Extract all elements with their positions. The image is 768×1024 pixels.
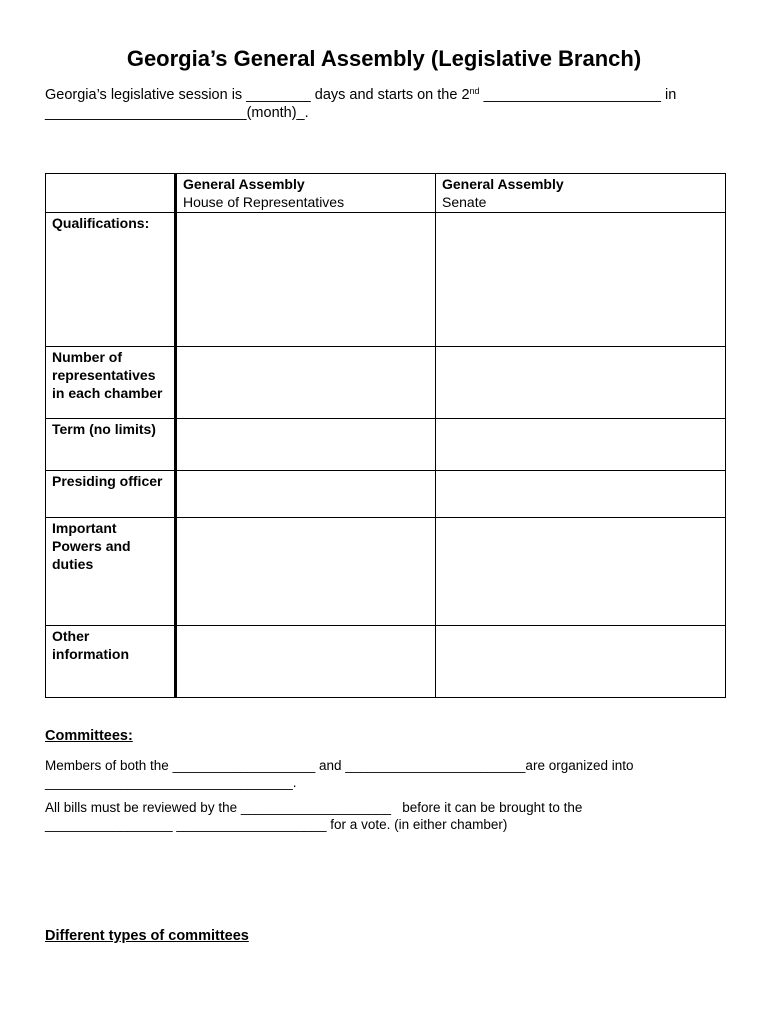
- row-label-qualifications: Qualifications:: [46, 213, 176, 347]
- house-header-title: General Assembly: [183, 176, 305, 192]
- table-header-row: [46, 174, 726, 213]
- row-label-presiding: Presiding officer: [46, 471, 176, 518]
- members-line-2: _________________________________.: [45, 775, 297, 790]
- page-title: Georgia’s General Assembly (Legislative Branch): [126, 46, 642, 71]
- committee-types-heading: Different types of committees: [45, 928, 249, 944]
- row-label-number: Number of representatives in each chamber: [46, 347, 176, 419]
- row-label-powers: Important Powers and duties: [46, 518, 176, 626]
- senate-column-header: [436, 174, 726, 213]
- intro-text-2: ______________________ in: [479, 87, 677, 103]
- table-row: [46, 347, 726, 419]
- committees-members-paragraph: [45, 757, 735, 791]
- senate-cell-powers[interactable]: [436, 518, 726, 626]
- table-row: [46, 213, 726, 347]
- house-header-subtitle: House of Representatives: [183, 194, 345, 210]
- comparison-table: [45, 173, 726, 698]
- row-label-other: Other information: [46, 626, 176, 698]
- senate-header-title: General Assembly: [442, 176, 564, 192]
- bills-line-2: _________________ ____________________ for a vote. (in either chamber): [45, 817, 508, 832]
- house-column-header: [176, 174, 436, 213]
- intro-text-1: Georgia’s legislative session is ________ days and starts on the 2: [45, 87, 470, 103]
- bills-line-1: All bills must be reviewed by the ____________________ before it can be brought to the: [45, 800, 583, 815]
- intro-paragraph: [45, 86, 725, 122]
- table-row: [46, 518, 726, 626]
- senate-header-subtitle: Senate: [442, 194, 487, 210]
- house-cell-term[interactable]: [176, 419, 436, 471]
- table-row: [46, 471, 726, 518]
- senate-cell-number[interactable]: [436, 347, 726, 419]
- house-cell-powers[interactable]: [176, 518, 436, 626]
- table-row: [46, 626, 726, 698]
- senate-cell-term[interactable]: [436, 419, 726, 471]
- house-cell-presiding[interactable]: [176, 471, 436, 518]
- intro-superscript: nd: [469, 86, 480, 96]
- committees-heading: Committees:: [45, 728, 133, 744]
- row-label-term: Term (no limits): [46, 419, 176, 471]
- house-cell-other[interactable]: [176, 626, 436, 698]
- members-line-1: Members of both the ___________________ and ________________________are organized into: [45, 758, 634, 773]
- committees-bills-paragraph: [45, 799, 735, 833]
- house-cell-qualifications[interactable]: [176, 213, 436, 347]
- senate-cell-other[interactable]: [436, 626, 726, 698]
- intro-text-3: _________________________(month)_.: [45, 105, 309, 121]
- senate-cell-presiding[interactable]: [436, 471, 726, 518]
- senate-cell-qualifications[interactable]: [436, 213, 726, 347]
- house-cell-number[interactable]: [176, 347, 436, 419]
- table-row: [46, 419, 726, 471]
- corner-cell: [46, 174, 176, 213]
